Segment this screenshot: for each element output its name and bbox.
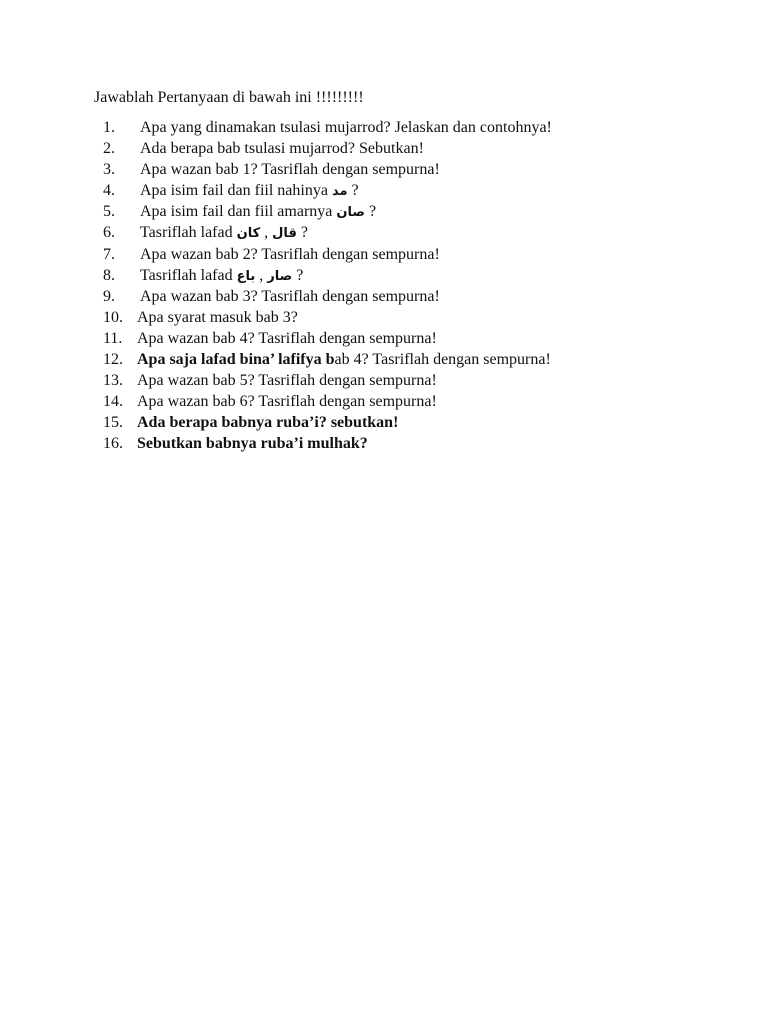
question-number: 9. [103,287,115,305]
question-text [140,201,376,223]
question-number: 4. [103,182,115,200]
question-text: Ada berapa bab tsulasi mujarrod? Sebutkan! [140,140,424,158]
question-text-latin: Apa isim fail dan fiil nahinya [140,182,328,200]
question-number: 7. [103,245,115,263]
question-number: 11. [103,329,123,347]
arabic-word: كان [236,226,261,242]
arabic-word: قال [272,226,297,242]
arabic-word: صان [336,205,365,221]
question-number: 8. [103,266,115,284]
question-mark: ? [351,182,359,200]
question-text-bold: Ada berapa babnya ruba’i? sebutkan! [137,414,399,432]
question-text-regular: ab 4? Tasriflah dengan sempurna! [334,351,551,369]
question-text [140,222,308,244]
question-number: 3. [103,161,115,179]
question-number: 5. [103,203,115,221]
arabic-word: مد [331,184,348,200]
separator-comma: , [259,266,264,284]
question-text-bold: Sebutkan babnya ruba’i mulhak? [137,435,368,453]
question-text: Apa wazan bab 4? Tasriflah dengan sempurna! [137,329,437,347]
question-number: 16. [103,435,123,453]
page-heading: Jawablah Pertanyaan di bawah ini !!!!!!!!! [94,89,364,106]
question-text: Apa wazan bab 5? Tasriflah dengan sempurna! [137,372,437,390]
question-number: 10. [103,308,123,326]
question-number: 1. [103,119,115,136]
question-text [140,265,303,287]
question-text: Apa syarat masuk bab 3? [137,308,298,326]
question-mark: ? [300,224,308,242]
question-text: Apa wazan bab 3? Tasriflah dengan sempurna! [140,287,440,305]
question-number: 14. [103,393,123,411]
question-text: Apa yang dinamakan tsulasi mujarrod? Jelaskan dan contohnya! [140,119,552,136]
question-text-bold: Apa saja lafad bina’ lafifya b [137,351,335,369]
question-text-latin: Tasriflah lafad [140,224,233,242]
question-mark: ? [368,203,377,221]
question-text: Apa wazan bab 6? Tasriflah dengan sempurna! [137,393,437,411]
question-text [140,180,359,202]
question-number: 12. [103,351,123,369]
question-text [137,349,551,370]
question-number: 2. [103,140,115,158]
question-number: 13. [103,372,123,390]
arabic-word: صار [267,268,293,284]
arabic-word: باع [236,268,256,284]
separator-comma: , [264,224,269,242]
question-number: 15. [103,414,123,432]
question-text-latin: Tasriflah lafad [140,266,233,284]
question-text: Apa wazan bab 1? Tasriflah dengan sempurna! [140,161,440,179]
question-text: Apa wazan bab 2? Tasriflah dengan sempurna! [140,245,440,263]
question-number: 6. [103,224,115,242]
question-mark: ? [296,266,304,284]
question-text-latin: Apa isim fail dan fiil amarnya [140,203,333,221]
